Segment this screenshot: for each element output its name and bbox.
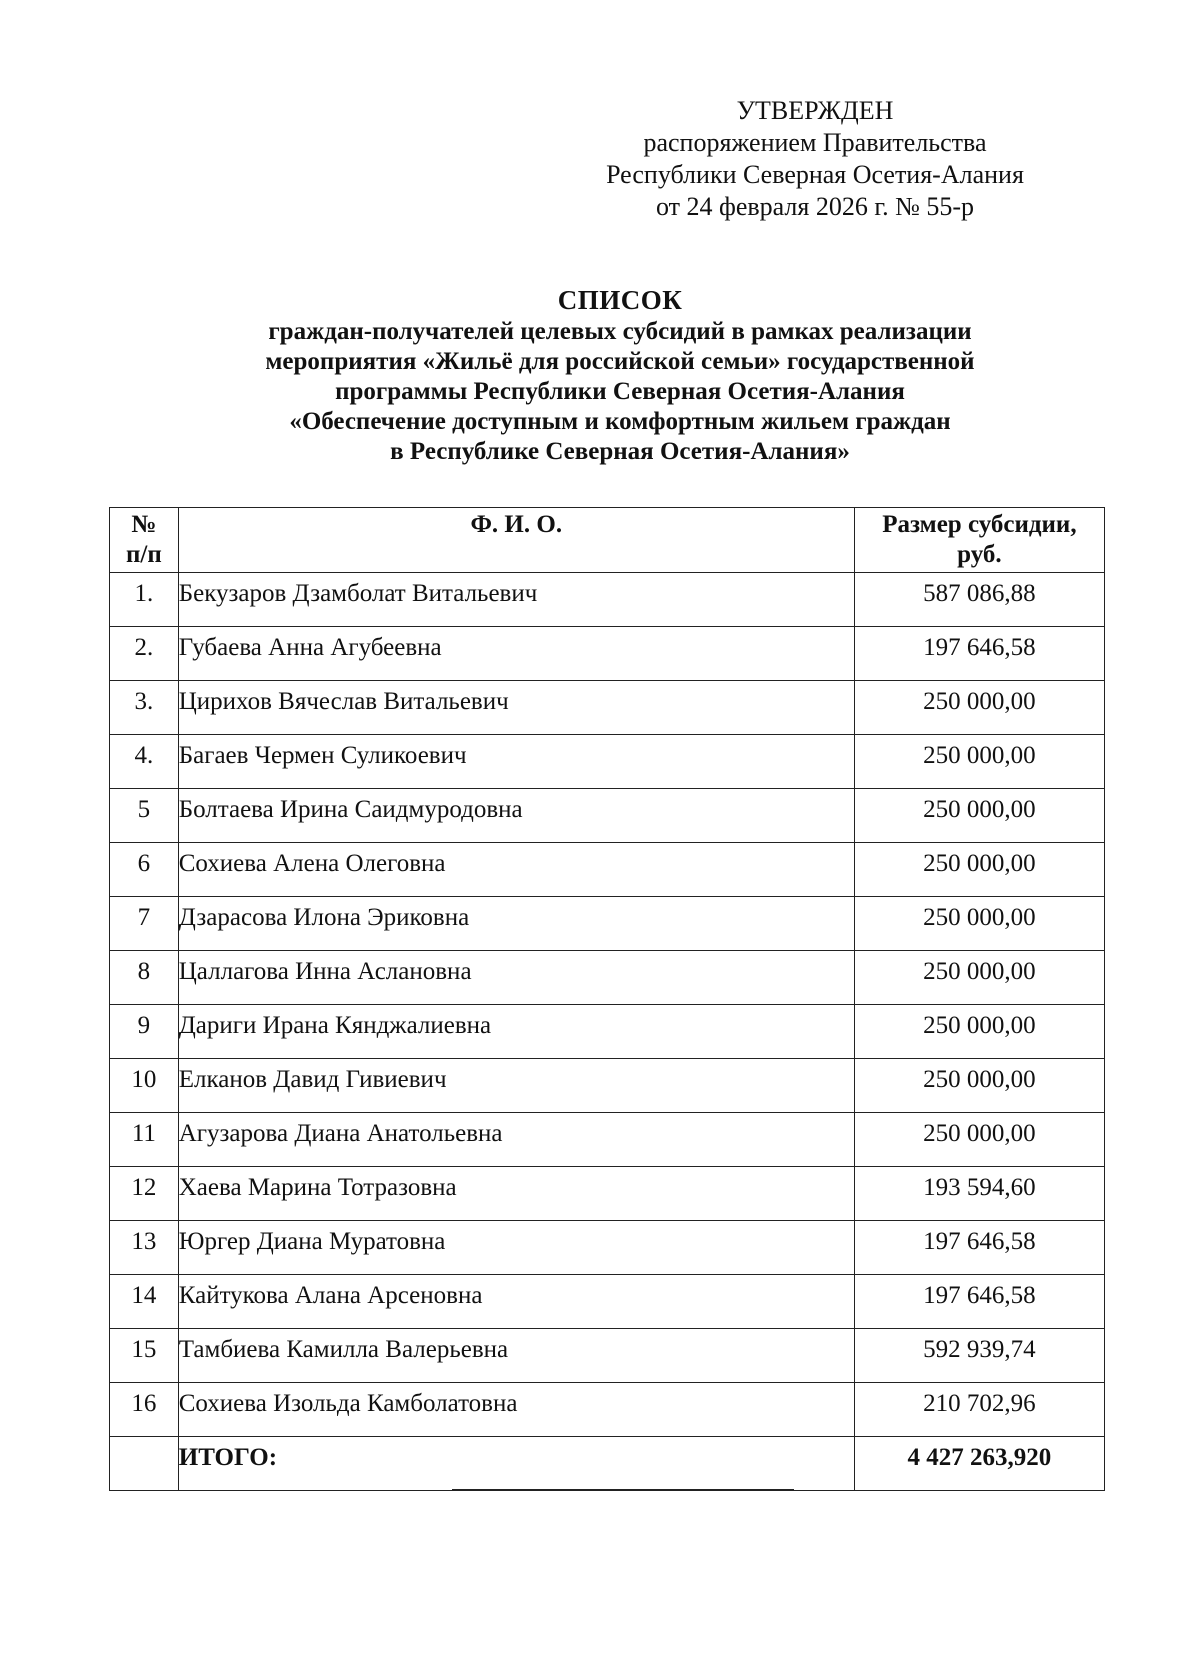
row-name: Болтаева Ирина Саидмуродовна [178,789,854,843]
row-name: Сохиева Алена Олеговна [178,843,854,897]
approval-authority: распоряжением Правительства [643,128,987,157]
table-row [110,1221,1105,1275]
row-name: Тамбиева Камилла Валерьевна [178,1329,854,1383]
row-number: 10 [110,1059,179,1113]
row-amount: 592 939,74 [854,1329,1104,1383]
approval-title: УТВЕРЖДЕН [736,96,894,125]
header-amount-line-1: Размер субсидии, [882,511,1077,538]
header-amount [854,508,1104,573]
row-name: Дзарасова Илона Эриковна [178,897,854,951]
row-name: Юргер Диана Муратовна [178,1221,854,1275]
row-number: 12 [110,1167,179,1221]
table-row [110,735,1105,789]
document-subtitle-line-5: в Республике Северная Осетия-Алания» [390,438,850,465]
document-title-block [100,283,1140,467]
row-name: Сохиева Изольда Камболатовна [178,1383,854,1437]
table-row [110,1167,1105,1221]
total-number-empty [110,1437,179,1491]
row-number: 14 [110,1275,179,1329]
approval-region: Республики Северная Осетия-Алания [606,160,1024,189]
table-row [110,1005,1105,1059]
row-amount: 587 086,88 [854,573,1104,627]
table-row [110,1329,1105,1383]
header-name: Ф. И. О. [178,508,854,573]
row-number: 7 [110,897,179,951]
row-number: 5 [110,789,179,843]
header-number-line-1: № [131,511,157,538]
header-number [110,508,179,573]
row-name: Елканов Давид Гивиевич [178,1059,854,1113]
table-row [110,951,1105,1005]
document-subtitle-line-4: «Обеспечение доступным и комфортным жильем граждан [289,408,951,435]
row-number: 2. [110,627,179,681]
row-number: 4. [110,735,179,789]
table-header-row [110,508,1105,573]
row-number: 13 [110,1221,179,1275]
table-row [110,573,1105,627]
row-number: 1. [110,573,179,627]
row-name: Кайтукова Алана Арсеновна [178,1275,854,1329]
header-amount-line-2: руб. [957,541,1002,568]
row-amount: 210 702,96 [854,1383,1104,1437]
total-label: ИТОГО: [178,1437,854,1491]
row-amount: 250 000,00 [854,735,1104,789]
row-number: 11 [110,1113,179,1167]
row-name: Бекузаров Дзамболат Витальевич [178,573,854,627]
row-amount: 250 000,00 [854,681,1104,735]
row-amount: 193 594,60 [854,1167,1104,1221]
recipients-table [109,507,1105,1491]
header-number-line-2: п/п [125,541,162,568]
row-amount: 197 646,58 [854,1221,1104,1275]
row-amount: 250 000,00 [854,843,1104,897]
table-row [110,843,1105,897]
total-amount: 4 427 263,920 [854,1437,1104,1491]
table-row [110,1275,1105,1329]
row-name: Агузарова Диана Анатольевна [178,1113,854,1167]
row-name: Хаева Марина Тотразовна [178,1167,854,1221]
table-row [110,681,1105,735]
row-amount: 250 000,00 [854,897,1104,951]
row-number: 8 [110,951,179,1005]
row-amount: 197 646,58 [854,627,1104,681]
row-amount: 250 000,00 [854,1005,1104,1059]
table-row [110,789,1105,843]
row-name: Багаев Чермен Суликоевич [178,735,854,789]
row-number: 6 [110,843,179,897]
row-number: 3. [110,681,179,735]
table-row [110,1059,1105,1113]
table-row [110,627,1105,681]
table-row [110,1383,1105,1437]
row-amount: 250 000,00 [854,1059,1104,1113]
approval-block [580,95,1050,223]
row-number: 9 [110,1005,179,1059]
table-row [110,897,1105,951]
row-amount: 250 000,00 [854,951,1104,1005]
row-name: Цаллагова Инна Аслановна [178,951,854,1005]
approval-date: от 24 февраля 2026 г. № 55-р [655,192,975,221]
row-number: 15 [110,1329,179,1383]
table-total-row [110,1437,1105,1491]
row-name: Губаева Анна Агубеевна [178,627,854,681]
document-title: СПИСОК [557,285,683,315]
document-subtitle-line-3: программы Республики Северная Осетия-Алания [335,378,905,405]
row-name: Цирихов Вячеслав Витальевич [178,681,854,735]
document-subtitle-line-1: граждан-получателей целевых субсидий в рамках реализации [268,318,972,345]
footer-divider [452,1489,794,1490]
row-name: Дариги Ирана Кянджалиевна [178,1005,854,1059]
table-row [110,1113,1105,1167]
document-subtitle-line-2: мероприятия «Жильё для российской семьи» государственной [265,348,975,375]
row-amount: 250 000,00 [854,789,1104,843]
row-amount: 250 000,00 [854,1113,1104,1167]
row-number: 16 [110,1383,179,1437]
row-amount: 197 646,58 [854,1275,1104,1329]
